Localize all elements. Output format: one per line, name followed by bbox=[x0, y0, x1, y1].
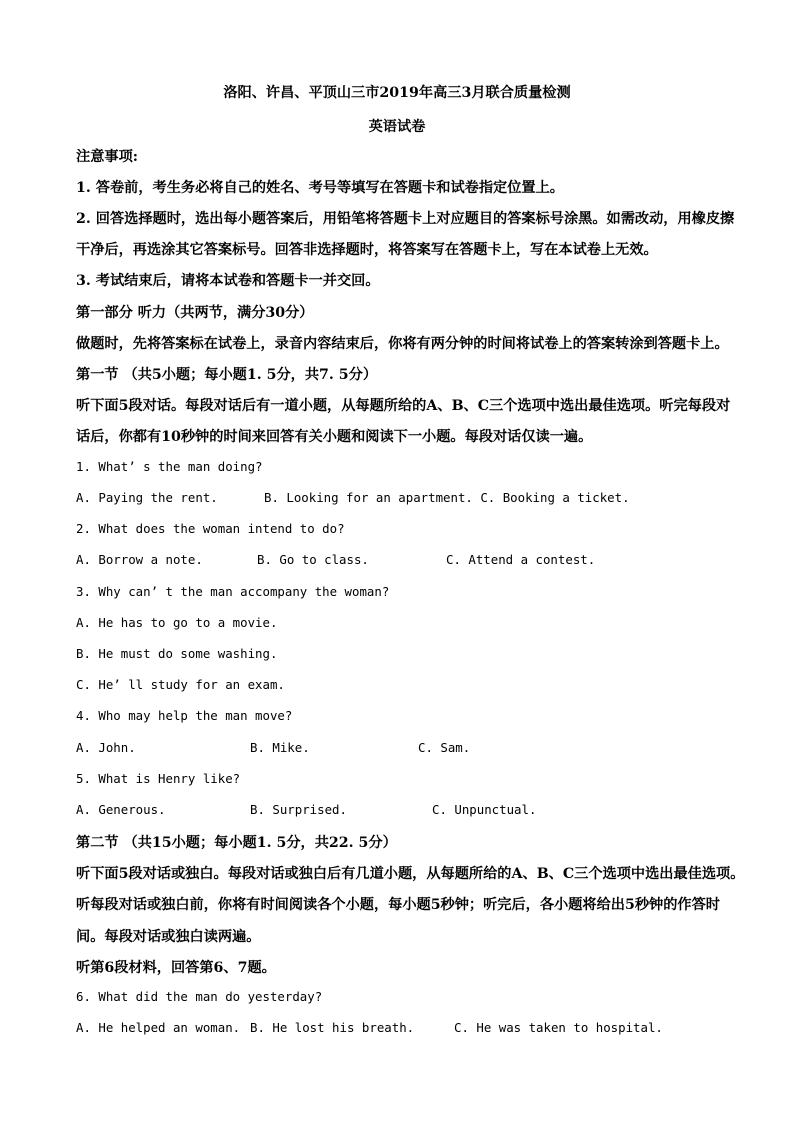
question-1: 1. What’ s the man doing? bbox=[76, 459, 263, 474]
question-4: 4. Who may help the man move? bbox=[76, 708, 293, 723]
option-a: A. John. bbox=[76, 740, 136, 755]
question-6-options bbox=[76, 1020, 754, 1035]
material-6-heading: 听第6段材料，回答第6、7题。 bbox=[76, 960, 276, 976]
option-c: C. Sam. bbox=[418, 740, 471, 755]
question-6: 6. What did the man do yesterday? bbox=[76, 989, 323, 1004]
question-3-option-b: B. He must do some washing. bbox=[76, 646, 278, 661]
section2-heading: 第二节 （共15小题；每小题1. 5分，共22. 5分） bbox=[76, 835, 397, 851]
question-2: 2. What does the woman intend to do? bbox=[76, 521, 345, 536]
option-c: C. Booking a ticket. bbox=[480, 490, 630, 505]
option-c: C. Unpunctual. bbox=[432, 802, 537, 817]
question-5: 5. What is Henry like? bbox=[76, 771, 241, 786]
option-a: A. Generous. bbox=[76, 802, 166, 817]
option-b: B. He lost his breath. bbox=[250, 1020, 415, 1035]
option-b: B. Mike. bbox=[250, 740, 310, 755]
section1-instruction-a: 听下面5段对话。每段对话后有一道小题，从每题所给的A、B、C三个选项中选出最佳选项。听完每段对 bbox=[76, 398, 731, 414]
part1-instruction: 做题时，先将答案标在试卷上，录音内容结束后，你将有两分钟的时间将试卷上的答案转涂到答题卡上。 bbox=[76, 336, 729, 352]
notes-item-2a: 2. 回答选择题时，选出每小题答案后，用铅笔将答题卡上对应题目的答案标号涂黑。如需改动，用橡皮擦 bbox=[76, 211, 735, 227]
option-c: C. Attend a contest. bbox=[446, 552, 596, 567]
question-3-option-a: A. He has to go to a movie. bbox=[76, 615, 278, 630]
option-b: B. Surprised. bbox=[250, 802, 347, 817]
section2-instruction-b: 听每段对话或独白前，你将有时间阅读各个小题，每小题5秒钟；听完后，各小题将给出5秒钟的作答时 bbox=[76, 897, 720, 913]
notes-item-3: 3. 考试结束后，请将本试卷和答题卡一并交回。 bbox=[76, 273, 380, 289]
question-2-options bbox=[76, 552, 754, 567]
section2-instruction-c: 间。每段对话或独白读两遍。 bbox=[76, 929, 261, 945]
option-b: B. Go to class. bbox=[257, 552, 369, 567]
notes-heading: 注意事项: bbox=[76, 149, 138, 165]
notes-item-2b: 干净后，再选涂其它答案标号。回答非选择题时，将答案写在答题卡上，写在本试卷上无效。 bbox=[76, 242, 658, 258]
question-4-options bbox=[76, 740, 754, 755]
question-5-options bbox=[76, 802, 754, 817]
question-1-options bbox=[76, 490, 754, 505]
section1-heading: 第一节 （共5小题；每小题1. 5分，共7. 5分） bbox=[76, 367, 378, 383]
page-subtitle: 英语试卷 bbox=[368, 119, 426, 135]
section2-instruction-a: 听下面5段对话或独白。每段对话或独白后有几道小题，从每题所给的A、B、C三个选项中选出最佳选项。 bbox=[76, 866, 745, 882]
option-a: A. Paying the rent. bbox=[76, 490, 218, 505]
part1-heading: 第一部分 听力（共两节，满分30分） bbox=[76, 305, 314, 321]
section1-instruction-b: 话后，你都有10秒钟的时间来回答有关小题和阅读下一小题。每段对话仅读一遍。 bbox=[76, 429, 593, 445]
question-3: 3. Why can’ t the man accompany the woman? bbox=[76, 584, 390, 599]
page-title: 洛阳、许昌、平顶山三市2019年高三3月联合质量检测 bbox=[223, 85, 571, 101]
option-b: B. Looking for an apartment. bbox=[264, 490, 473, 505]
option-a: A. He helped an woman. bbox=[76, 1020, 241, 1035]
option-c: C. He was taken to hospital. bbox=[454, 1020, 663, 1035]
option-a: A. Borrow a note. bbox=[76, 552, 203, 567]
question-3-option-c: C. He’ ll study for an exam. bbox=[76, 677, 285, 692]
notes-item-1: 1. 答卷前，考生务必将自己的姓名、考号等填写在答题卡和试卷指定位置上。 bbox=[76, 180, 564, 196]
